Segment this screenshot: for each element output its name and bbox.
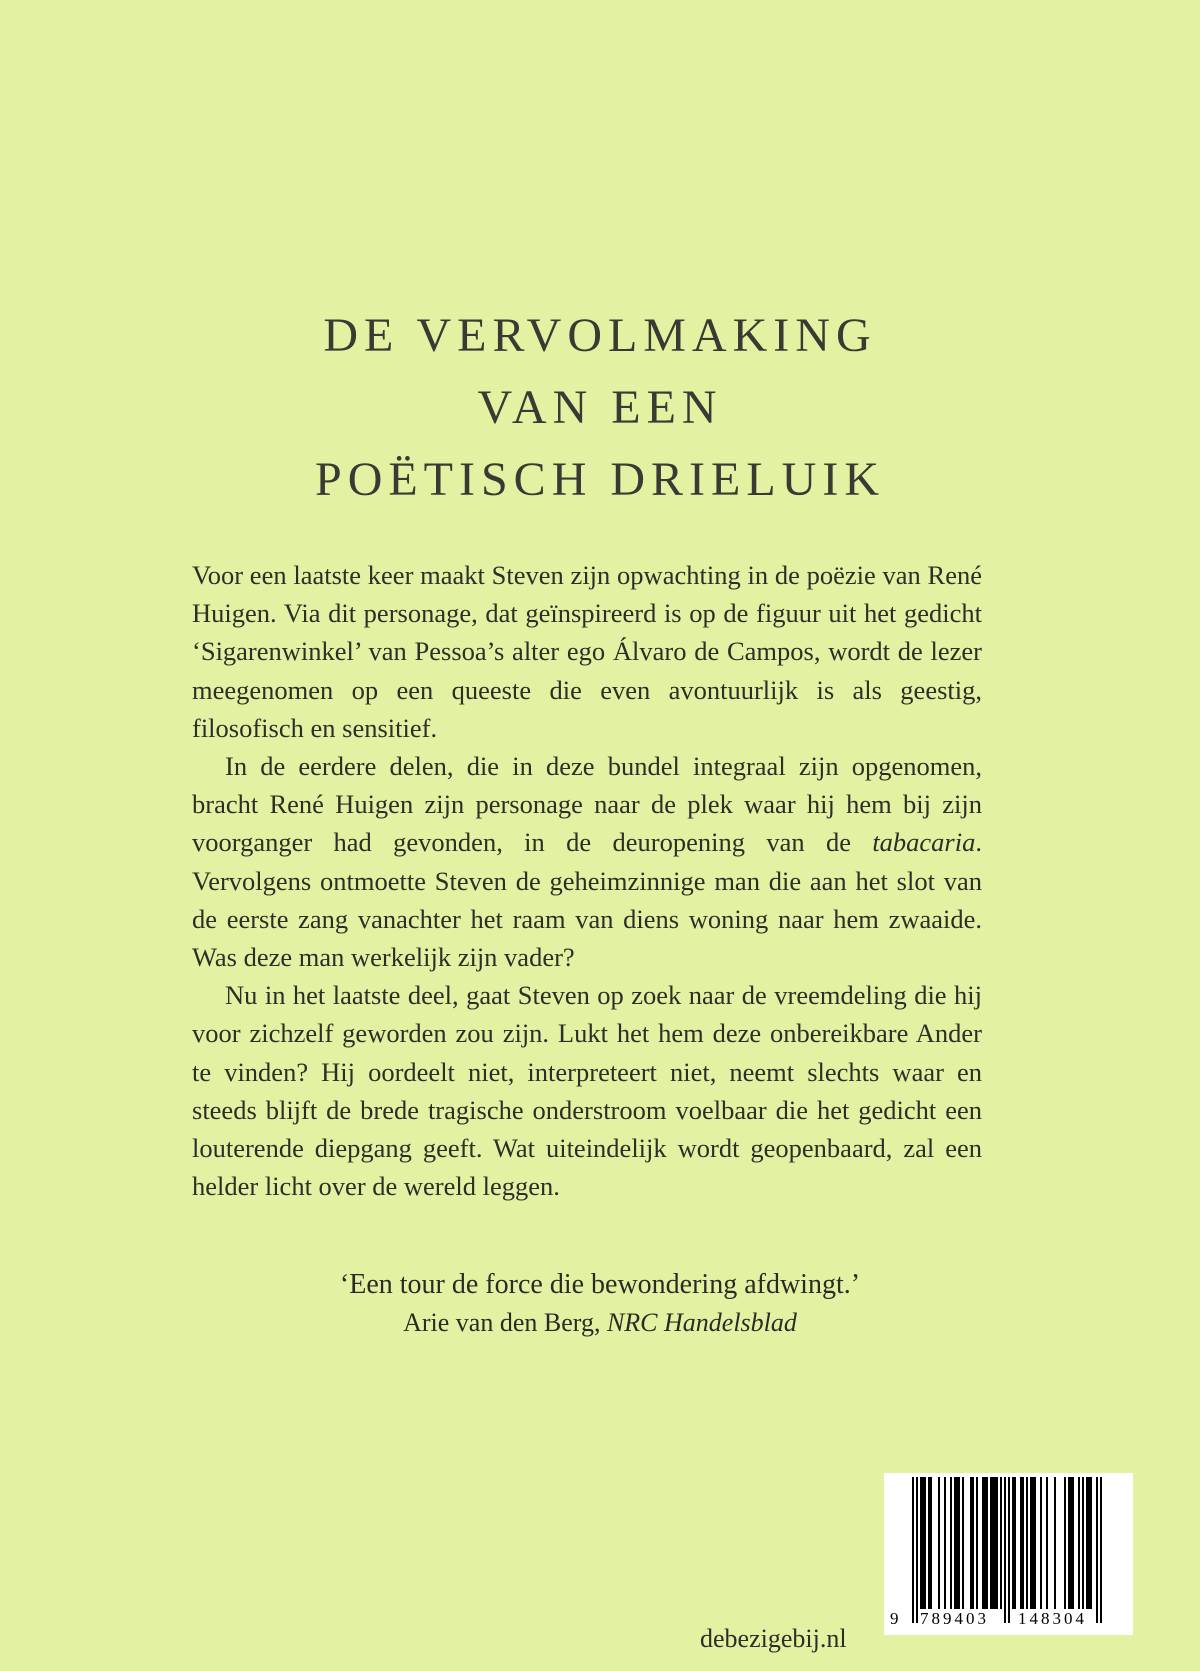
barcode-bar [1004, 1477, 1006, 1623]
quote-attribution [0, 1304, 1200, 1342]
barcode-bar [1070, 1477, 1072, 1609]
barcode-bar [1032, 1477, 1034, 1609]
publisher-website: debezigebij.nl [700, 1624, 847, 1653]
barcode-right-group: 148304 [1018, 1609, 1087, 1628]
barcode-bar [954, 1477, 956, 1609]
barcode-bar [1034, 1477, 1036, 1609]
barcode-bar [1090, 1477, 1092, 1609]
barcode-bar [1096, 1477, 1098, 1623]
blurb-paragraph-3: Nu in het laatste deel, gaat Steven op zoek naar de vreemdeling die hij voor zichzelf geworden zou zijn. Lukt het hem deze onbereikbare Ander te vinden? Hij oordeelt niet, interpreteert niet, neemt slechts waar en steeds blijft de brede tragische onderstroom voelbaar die het gedicht een louterende diepgang geeft. Wat uiteindelijk wordt geopenbaard, zal een helder licht over de wereld leggen. [192, 980, 982, 1202]
quote-text: ‘Een tour de force die bewondering afdwingt.’ [339, 1269, 861, 1300]
barcode-bar [938, 1477, 940, 1609]
barcode-bar [976, 1477, 978, 1609]
barcode-bar [962, 1477, 964, 1609]
barcode-bar [924, 1477, 926, 1609]
barcode-bar [928, 1477, 930, 1609]
barcode-bar [1086, 1477, 1088, 1609]
barcode-bar [970, 1477, 972, 1609]
barcode-bar [984, 1477, 986, 1609]
title-line-3: POËTISCH DRIELUIK [315, 453, 885, 506]
barcode-bar [1078, 1477, 1080, 1609]
barcode-bar [1064, 1477, 1066, 1609]
isbn-barcode [884, 1473, 1133, 1635]
barcode-bar [1014, 1477, 1016, 1609]
review-quote [0, 1266, 1200, 1342]
barcode-bar [1100, 1477, 1102, 1623]
barcode-bar [950, 1477, 952, 1609]
barcode-bar [1072, 1477, 1074, 1609]
barcode-bar [1026, 1477, 1028, 1609]
barcode-bar [1020, 1477, 1022, 1609]
barcode-bar [1088, 1477, 1090, 1609]
barcode-bar [912, 1477, 914, 1623]
barcode-lead-digit: 9 [890, 1609, 899, 1628]
blurb-paragraph-2-start: In de eerdere delen, die in deze bundel integraal zijn opgenomen, bracht René Huigen zijn personage naar de plek waar hij hem bij zijn voorganger had gevonden, in de deuropening van de [192, 751, 982, 858]
barcode-bar [1068, 1477, 1070, 1609]
quote-source: NRC Handelsblad [606, 1308, 797, 1337]
barcode-bar [930, 1477, 932, 1609]
barcode-bar [1046, 1477, 1048, 1609]
blurb-paragraph-1: Voor een laatste keer maakt Steven zijn opwachting in de poëzie van René Huigen. Via dit personage, dat geïnspireerd is op de figuur uit het gedicht ‘Sigarenwinkel’ van Pessoa’s alter ego Álvaro de Campos, wordt de lezer meegenomen op een queeste die even avontuurlijk is als geestig, filosofisch en sensitief. [192, 560, 982, 743]
barcode-bar [1054, 1477, 1056, 1609]
barcode-bar [1030, 1477, 1032, 1609]
barcode-left-group: 789403 [920, 1609, 989, 1628]
blurb-paragraph-2-end: . Vervolgens ontmoette Steven de geheimzinnige man die aan het slot van de eerste zang vanachter het raam van diens woning naar hem zwaaide. Was deze man werkelijk zijn vader? [192, 827, 982, 973]
barcode-bar [1008, 1477, 1010, 1623]
barcode-bar [992, 1477, 994, 1609]
quote-author: Arie van den Berg, [403, 1308, 607, 1337]
barcode-bar [1082, 1477, 1084, 1609]
barcode-bar [1012, 1477, 1014, 1609]
barcode-bar [1022, 1477, 1024, 1609]
barcode-bar [994, 1477, 996, 1609]
barcode-bar [916, 1477, 918, 1623]
barcode-bars [912, 1477, 1108, 1625]
barcode-bar [982, 1477, 984, 1609]
barcode-bar [986, 1477, 988, 1609]
book-title [0, 300, 1200, 516]
barcode-bar [956, 1477, 958, 1609]
barcode-bar [922, 1477, 924, 1609]
barcode-bar [1000, 1477, 1002, 1609]
barcode-bar [920, 1477, 922, 1609]
blurb-italic-term: tabacaria [872, 827, 976, 858]
barcode-bar [990, 1477, 992, 1609]
barcode-bar [944, 1477, 946, 1609]
barcode-bar [996, 1477, 998, 1609]
title-line-1: DE VERVOLMAKING [323, 309, 877, 362]
blurb [192, 556, 982, 1205]
blurb-paragraph-2 [192, 747, 982, 976]
title-line-2: VAN EEN [477, 381, 723, 434]
barcode-bar [972, 1477, 974, 1609]
barcode-bar [1040, 1477, 1042, 1609]
barcode-bar [958, 1477, 960, 1609]
